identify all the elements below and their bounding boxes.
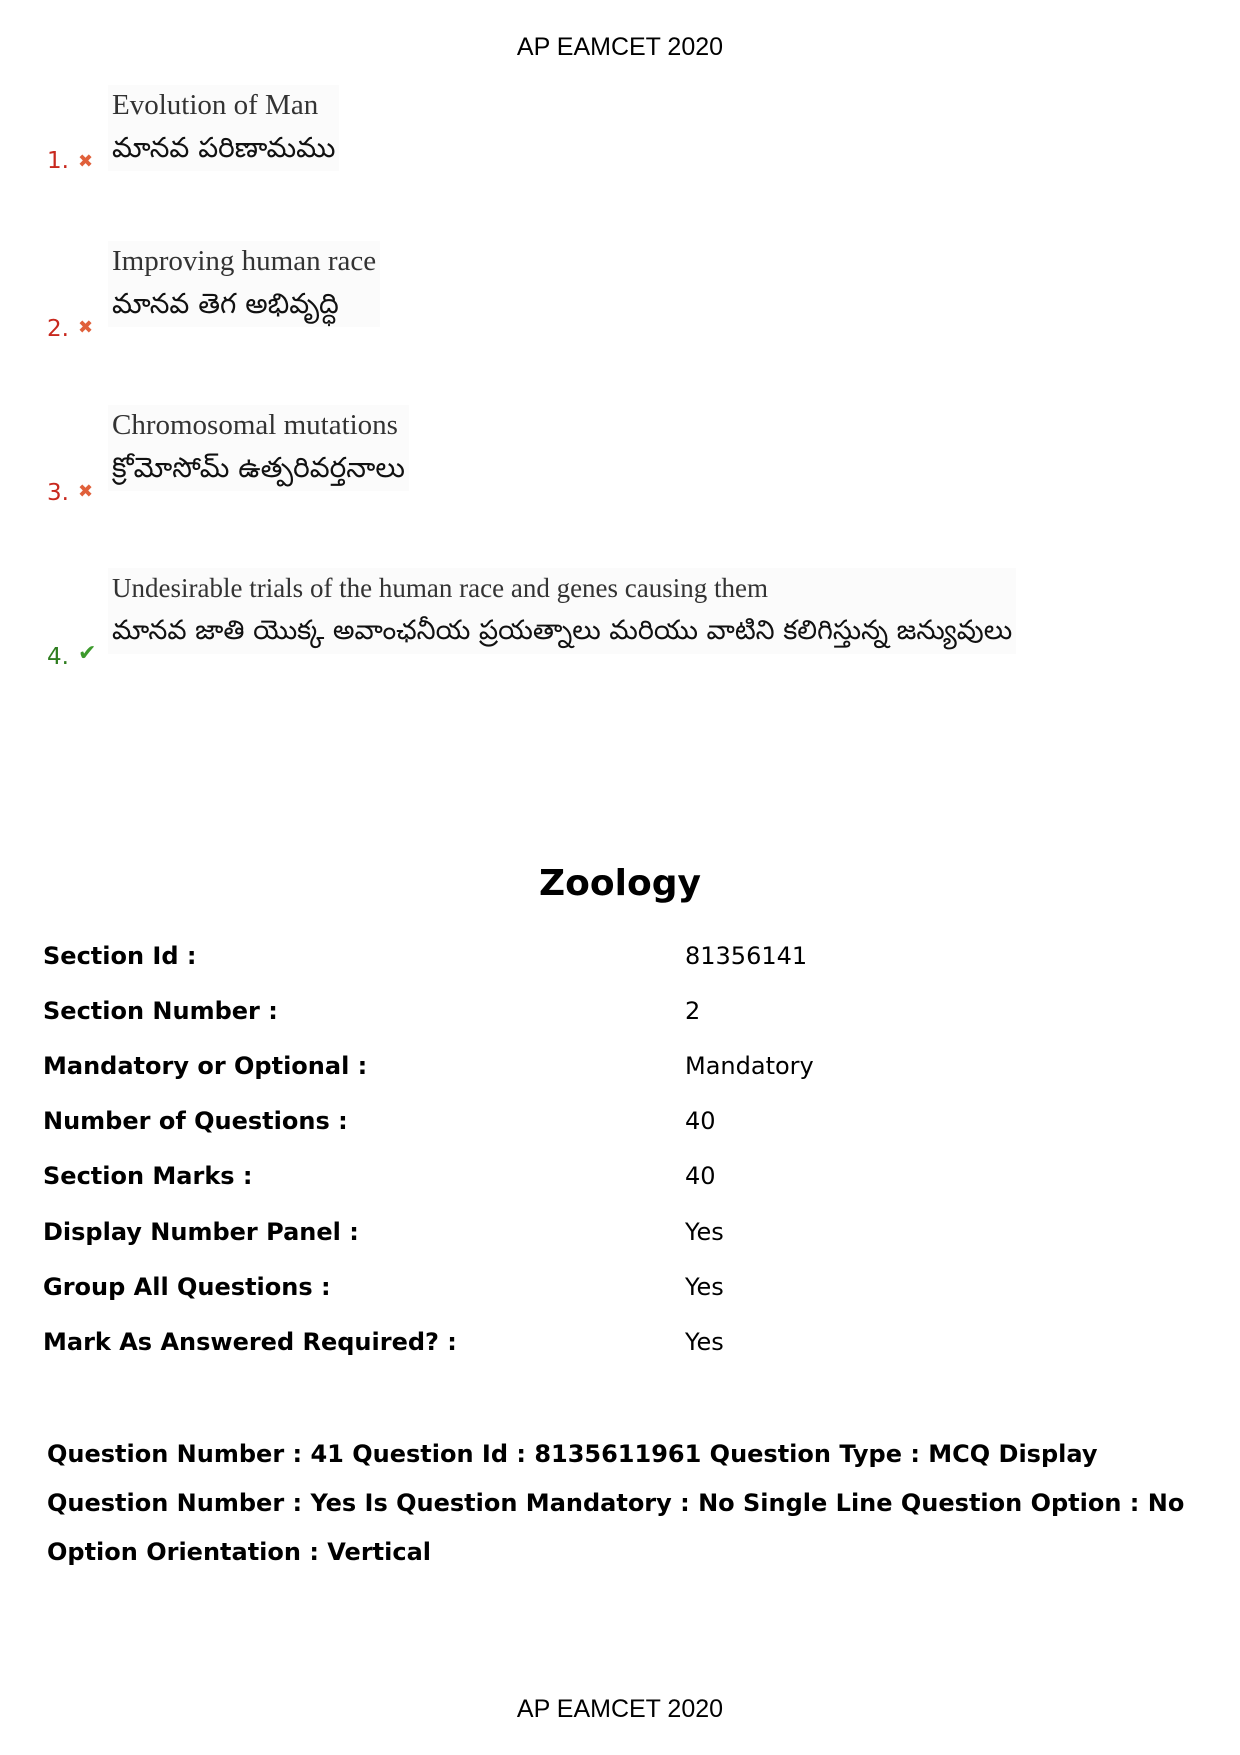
option-number: 1.: [47, 148, 69, 174]
info-label: Number of Questions :: [43, 1107, 348, 1135]
info-label: Mandatory or Optional :: [43, 1052, 368, 1080]
option-image: [108, 405, 409, 491]
option-telugu-text: క్రోమోసోమ్ ఉత్పరివర్తనాలు: [112, 451, 405, 484]
option-telugu-text: మానవ పరిణామము: [112, 131, 336, 164]
option-number: 3.: [47, 480, 69, 506]
info-label: Display Number Panel :: [43, 1218, 359, 1246]
section-info-row: [0, 1107, 1240, 1147]
page-header: AP EAMCET 2020: [516, 33, 724, 61]
section-info-row: [0, 1328, 1240, 1368]
info-value: Mandatory: [685, 1052, 814, 1080]
option-image: [108, 85, 339, 171]
wrong-icon: ✖: [78, 317, 94, 338]
info-value: Yes: [685, 1218, 724, 1246]
option-english-text: Evolution of Man: [112, 89, 319, 121]
info-value: Yes: [685, 1273, 724, 1301]
section-info-row: [0, 1162, 1240, 1202]
section-info-row: [0, 1218, 1240, 1258]
info-value: Yes: [685, 1328, 724, 1356]
check-icon: ✔: [78, 641, 97, 666]
section-title: Zoology: [539, 863, 701, 904]
wrong-icon: ✖: [78, 481, 94, 502]
section-info-row: [0, 942, 1240, 982]
info-label: Section Number :: [43, 997, 278, 1025]
option-english-text: Undesirable trials of the human race and genes causing them: [112, 573, 769, 603]
option-telugu-text: మానవ తెగ అభివృద్ధి: [112, 287, 339, 320]
option-english-text: Chromosomal mutations: [112, 409, 398, 441]
info-value: 40: [685, 1162, 716, 1190]
section-info-row: [0, 1052, 1240, 1092]
option-telugu-text: మానవ జాతి యొక్క అవాంఛనీయ ప్రయత్నాలు మరియు వాటిని కలిగిస్తున్న జన్యువులు: [112, 615, 1013, 646]
info-label: Section Marks :: [43, 1162, 253, 1190]
option-english-text: Improving human race: [112, 245, 377, 277]
option-image: [108, 568, 1016, 654]
wrong-icon: ✖: [78, 151, 94, 172]
section-info-row: [0, 1273, 1240, 1313]
info-label: Group All Questions :: [43, 1273, 331, 1301]
section-info-row: [0, 997, 1240, 1037]
info-label: Section Id :: [43, 942, 197, 970]
info-value: 40: [685, 1107, 716, 1135]
question-meta: Question Number : 41 Question Id : 8135611961 Question Type : MCQ Display Question Number : Yes Is Question Mandatory : No Single Line Question Option : No Option Orientation : Vertical: [47, 1440, 1185, 1566]
option-number: 4.: [47, 644, 69, 670]
page-footer: AP EAMCET 2020: [516, 1695, 724, 1723]
info-value: 81356141: [685, 942, 808, 970]
info-value: 2: [685, 997, 701, 1025]
info-label: Mark As Answered Required? :: [43, 1328, 457, 1356]
option-image: [108, 241, 380, 327]
option-number: 2.: [47, 316, 69, 342]
